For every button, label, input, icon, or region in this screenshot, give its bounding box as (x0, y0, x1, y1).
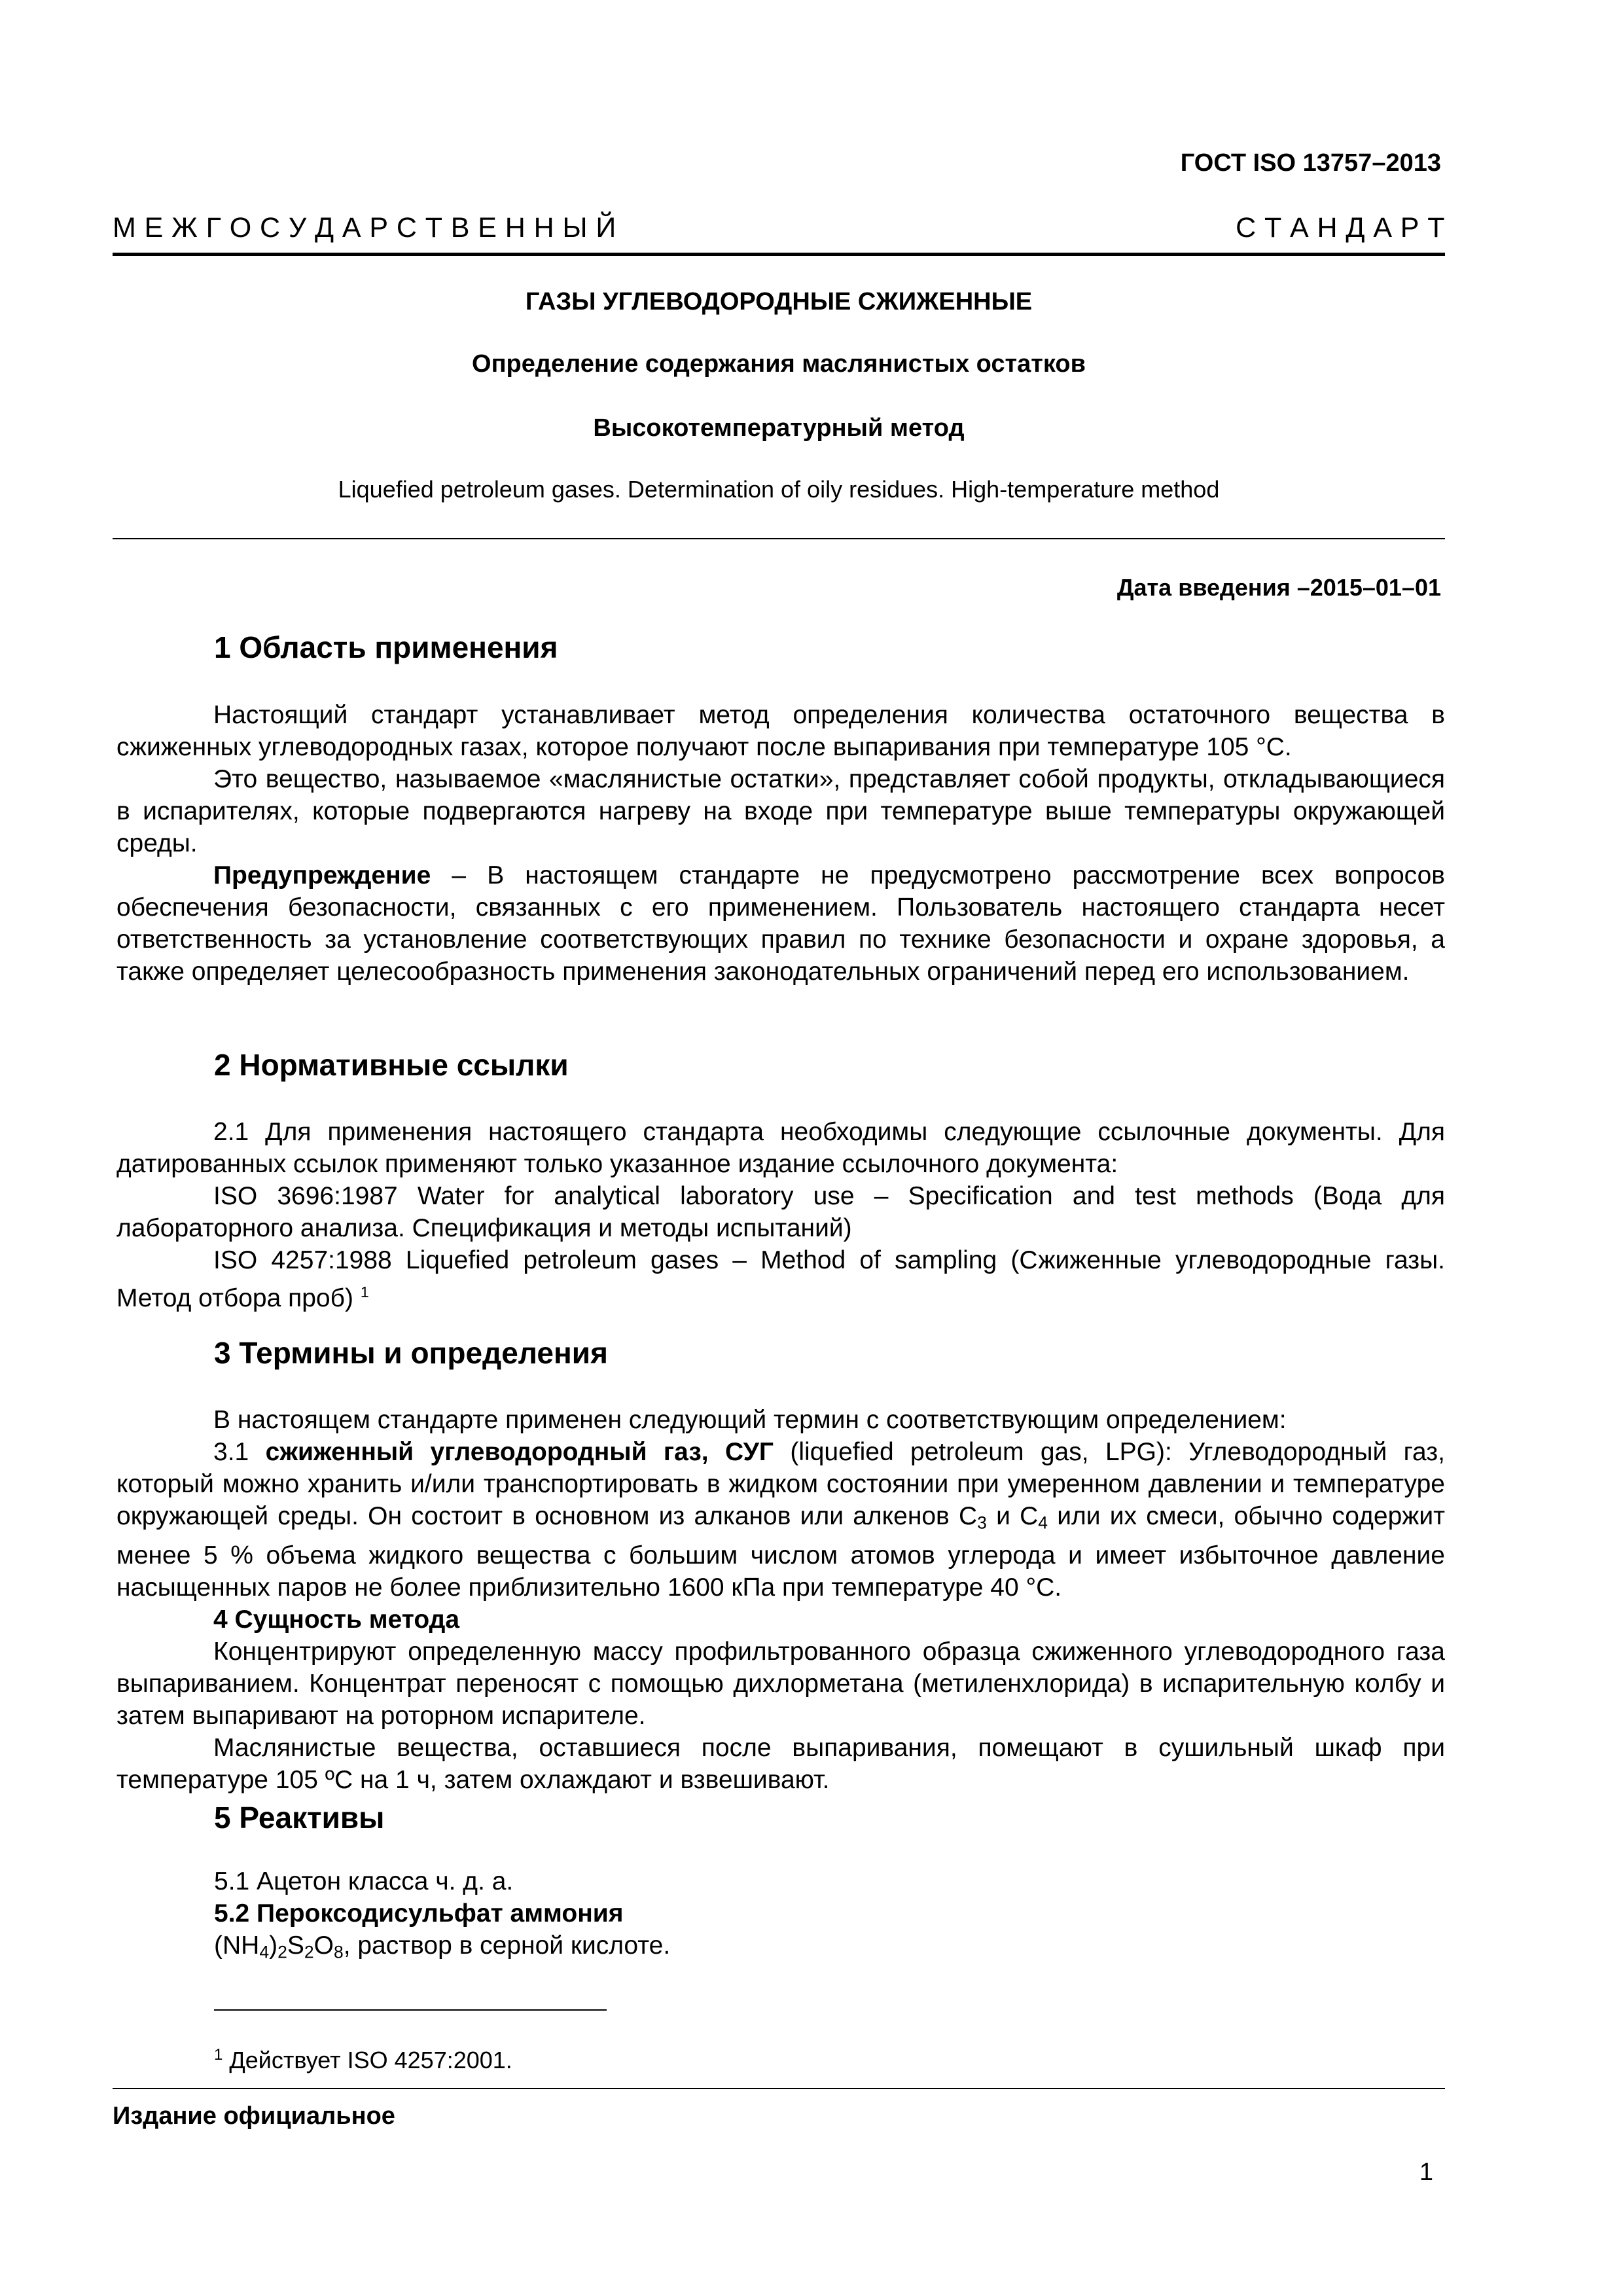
standard-code: ГОСТ ISO 13757–2013 (1180, 149, 1441, 177)
term-definition (116, 1436, 1445, 1604)
section-5-heading: 5 Реактивы (214, 1801, 385, 1835)
term-text-a: (liquefied petroleum gas, LPG): Углеводородный газ, который можно хранить и/или транспортировать в жидком состоянии при умеренном давлении и температуре окружающей среды. Он состоит в основном из алканов или алкенов С (116, 1438, 1445, 1530)
subscript: 4 (259, 1942, 270, 1962)
term-number: 3.1 (213, 1438, 266, 1466)
footnote-ref: 1 (360, 1283, 369, 1300)
footer-rule (113, 2088, 1445, 2089)
title-rule (113, 538, 1445, 539)
subscript: 4 (1038, 1513, 1048, 1533)
reagent-acetone: 5.1 Ацетон класса ч. д. а. (214, 1867, 514, 1895)
subscript: 2 (304, 1942, 314, 1962)
reference-iso-4257-text: ISO 4257:1988 Liquefied petroleum gases – Method of sampling (Сжиженные углеводородные газы. Метод отбора проб) (116, 1246, 1445, 1312)
section-5-body (214, 1865, 1445, 1969)
banner-word-2: С Т А Н Д А Р Т (1236, 212, 1445, 243)
page-number: 1 (1419, 2159, 1433, 2186)
section-4-para-2: Маслянистые вещества, оставшиеся после выпаривания, помещают в сушильный шкаф при температуре 105 ºС на 1 ч, затем охлаждают и взвешивают. (116, 1733, 1445, 1794)
section-1-para-2: Это вещество, называемое «маслянистые остатки», представляет собой продукты, откладывающиеся в испарителях, которые подвергаются нагреву на входе при температуре выше температуры окружающей среды. (116, 765, 1445, 857)
term-name: сжиженный углеводородный газ, СУГ (265, 1438, 774, 1466)
section-3-heading: 3 Термины и определения (214, 1336, 608, 1370)
document-subtitle: Определение содержания маслянистых остатков (472, 350, 1086, 378)
footnote (214, 2046, 512, 2074)
section-4-para-1: Концентрируют определенную массу профильтрованного образца сжиженного углеводородного газа выпариванием. Концентрат переносят с помощью дихлорметана (метиленхлорида) в испарительную колбу и затем выпаривают на роторном испарителе. (116, 1637, 1445, 1730)
formula-part: ) (269, 1931, 278, 1960)
banner-word-1: М Е Ж Г О С У Д А Р С Т В Е Н Н Ы Й (113, 212, 616, 243)
reference-iso-3696: ISO 3696:1987 Water for analytical laboratory use – Specification and test methods (Вода для лабораторного анализа. Спецификация и методы испытаний) (116, 1182, 1445, 1242)
section-1-heading: 1 Область применения (214, 630, 558, 664)
reagent-formula (214, 1929, 1445, 1969)
section-2-body (116, 1116, 1445, 1314)
reagent-ammonium-persulfate: 5.2 Пероксодисульфат аммония (214, 1899, 624, 1928)
warning-label: Предупреждение (213, 861, 431, 889)
subscript: 3 (977, 1513, 987, 1533)
section-2-heading: 2 Нормативные ссылки (214, 1048, 569, 1082)
footnote-marker: 1 (214, 2046, 223, 2064)
section-1-para-1: Настоящий стандарт устанавливает метод определения количества остаточного вещества в сжиженных углеводородных газах, которое получают после выпаривания при температуре 105 °С. (116, 701, 1445, 761)
section-3-body (116, 1404, 1445, 1796)
formula-part: (NH (214, 1931, 260, 1960)
introduction-date: Дата введения –2015–01–01 (1116, 574, 1441, 601)
formula-part: S (287, 1931, 304, 1960)
footnote-separator (214, 2009, 607, 2011)
official-edition: Издание официальное (113, 2102, 395, 2130)
interstate-standard-banner (113, 212, 1445, 244)
english-title: Liquefied petroleum gases. Determination of oily residues. High-temperature method (338, 476, 1220, 503)
section-2-para-1: 2.1 Для применения настоящего стандарта необходимы следующие ссылочные документы. Для датированных ссылок применяют только указанное издание ссылочного документа: (116, 1118, 1445, 1178)
formula-part: , раствор в серной кислоте. (343, 1931, 671, 1960)
term-text-b: и С (986, 1502, 1039, 1530)
term-text-c: или их смеси, обычно содержит менее 5 % объема жидкого вещества с большим числом атомов углерода и имеет избыточное давление насыщенных паров не более приблизительно 1600 кПа при температуре 40 °С. (116, 1502, 1446, 1602)
reference-iso-4257 (116, 1244, 1445, 1314)
section-3-para-1: В настоящем стандарте применен следующий термин с соответствующим определением: (213, 1406, 1287, 1434)
formula-part: O (313, 1931, 334, 1960)
document-title: ГАЗЫ УГЛЕВОДОРОДНЫЕ СЖИЖЕННЫЕ (525, 288, 1033, 315)
section-1-warning (116, 859, 1445, 988)
warning-text: – В настоящем стандарте не предусмотрено рассмотрение всех вопросов обеспечения безопасности, связанных с его применением. Пользователь настоящего стандарта несет ответственность за установление соответствующих правил по технике безопасности и охране здоровья, а также определяет целесообразность применения законодательных ограничений перед его использованием. (116, 861, 1445, 986)
footnote-text: Действует ISO 4257:2001. (223, 2047, 512, 2073)
section-4-heading: 4 Сущность метода (213, 1605, 460, 1634)
header-rule (113, 253, 1445, 256)
subscript: 8 (333, 1942, 344, 1962)
document-method: Высокотемпературный метод (593, 414, 965, 442)
section-1-body (116, 699, 1445, 988)
subscript: 2 (277, 1942, 287, 1962)
